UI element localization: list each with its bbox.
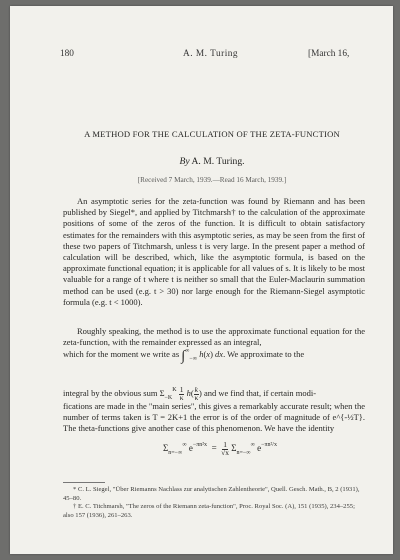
theta-identity-equation: $\Sigma_{n=-\infty}^\infty$ $e^{-\pi n^2x} = 1$ √x $\Sigma_{n=-\infty}^\infty$ $e^{-\pi n^2/x}$ xyxy=(163,440,277,457)
integral-line xyxy=(63,348,365,365)
paragraph-intro: An asymptotic series for the zeta-function was found by Riemann and has been published by Siegel*, and applied by Titchmarsh† to the calculation of the approximate positions of some of the zeros of the function. It is difficult to obtain satisfactory estimates for the remainders with this asymptotic series, as may be seen from the first of these two papers of Titchmarsh, unless t is very large. In the present paper a method of calculation will be described, which, like the asymptotic formula, is based on the approximate functional equation; it is applicable for all values of s. It is likely to be most valuable for a range of t where t is neither so small that the Euler-Maclaurin summation method can be used (e.g. t > 30) nor large enough for the Riemann-Siegel asymptotic formula (e.g. t < 1000). xyxy=(63,196,365,307)
integral-line-text-after: We approximate to the xyxy=(227,349,305,359)
byline-prefix: By xyxy=(179,156,190,167)
footnote-divider xyxy=(63,482,105,483)
paper-page xyxy=(10,6,393,554)
received-note: [Received 7 March, 1939.—Read 16 March, 1939.] xyxy=(137,176,287,184)
author-name: A. M. Turing. xyxy=(191,156,245,167)
integral-line-text-before: which for the moment we write as xyxy=(63,349,180,359)
sum-line-text-after: and we find that, if certain modi- xyxy=(203,387,317,398)
sum-expression: $\Sigma_{-K}^K$ 1 κ h(k κ) xyxy=(159,385,204,402)
running-head-date: [March 16, xyxy=(308,49,350,59)
paragraph-method: Roughly speaking, the method is to use the approximate functional equation for the zeta-function, with the remainder expressed as an integral, xyxy=(63,326,365,348)
running-head-author: A. M. Turing xyxy=(183,49,239,59)
paper-title: A METHOD FOR THE CALCULATION OF THE ZETA-FUNCTION xyxy=(84,129,340,139)
page-number: 180 xyxy=(60,49,74,59)
sum-line-text-before: integral by the obvious sum xyxy=(63,387,158,398)
integral-expression: $\int^\infty_{-\infty}$ h(x) dx. xyxy=(181,348,228,364)
byline xyxy=(52,156,372,167)
paragraph-result: fications are made in the "main series", this gives a remarkably accurate result; when the number of terms taken is T = 2K+1 the error is of the order of magnitude of e^{-½T}. The theta-functions give another case of this phenomenon. We have the identity xyxy=(63,401,365,434)
sum-line xyxy=(63,386,365,402)
footnote-siegel: * C. L. Siegel, "Über Riemanns Nachlass zur analytischen Zahlentheorie", Quell. Gesch. Math., B, 2 (1931), 45–80. xyxy=(63,486,360,502)
footnote-titchmarsh: † E. C. Titchmarsh, "The zeros of the Riemann zeta-function", Proc. Royal Soc. (A), 151 (1935), 234–255; also 157 (1936), 261–263. xyxy=(63,503,355,519)
